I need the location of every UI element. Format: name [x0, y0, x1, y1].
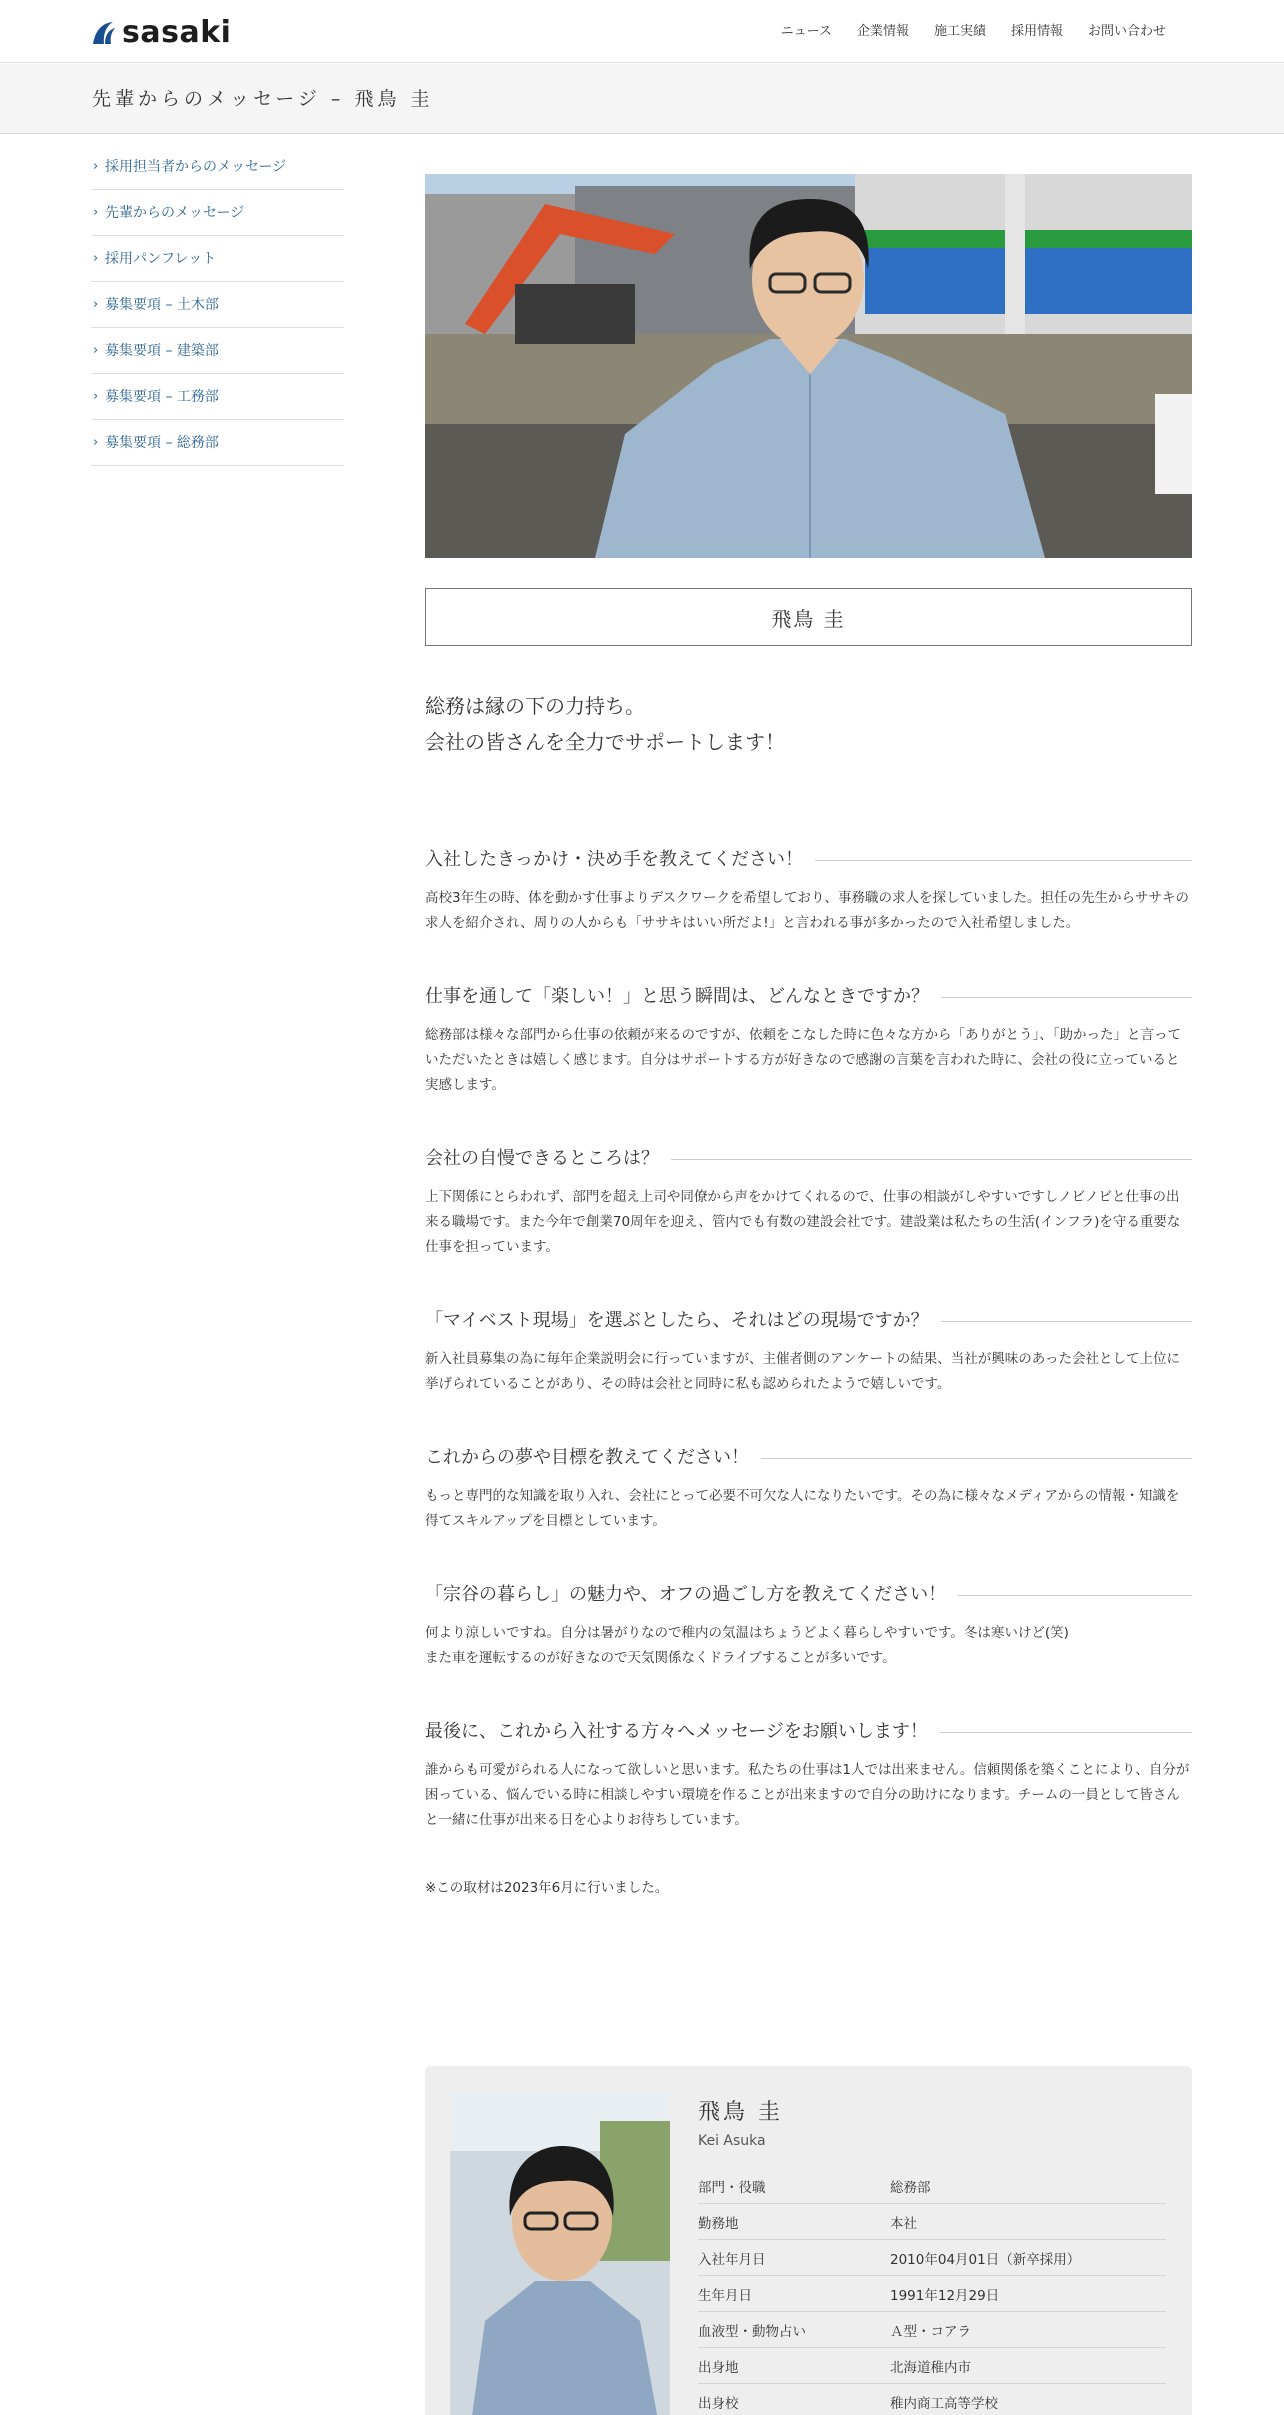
sidebar: [91, 144, 344, 466]
name-box: 飛鳥 圭: [425, 588, 1192, 646]
chevron-right-icon: ›: [93, 435, 99, 450]
sidebar-item-architecture[interactable]: [91, 328, 344, 374]
wave-logo-icon: [91, 20, 117, 46]
sidebar-item-senior-message[interactable]: [91, 190, 344, 236]
answer-text: [425, 1621, 1192, 1671]
profile-row: [698, 2312, 1166, 2348]
heading-rule: [761, 1458, 1192, 1459]
catch-line-2: 会社の皆さんを全力でサポートします！: [425, 730, 785, 754]
profile-value: 本社: [890, 2215, 917, 2232]
sidebar-item-pamphlet[interactable]: [91, 236, 344, 282]
sidebar-item-label: 採用パンフレット: [105, 251, 217, 267]
question-text: 会社の自慢できるところは？: [425, 1148, 659, 1169]
profile-row: [698, 2384, 1166, 2415]
heading-rule: [941, 1321, 1192, 1322]
sidebar-item-recruiter-message[interactable]: [91, 144, 344, 190]
heading-rule: [940, 1732, 1192, 1733]
qa-block: [425, 1146, 1192, 1260]
chevron-right-icon: ›: [93, 251, 99, 266]
page-title-band: [0, 64, 1284, 134]
logo[interactable]: [91, 16, 231, 50]
profile-card: [425, 2066, 1192, 2415]
profile-row: [698, 2168, 1166, 2204]
profile-value: 2010年04月01日（新卒採用）: [890, 2251, 1081, 2268]
profile-key: 生年月日: [698, 2287, 752, 2304]
nav-contact[interactable]: お問い合わせ: [1087, 24, 1166, 39]
logo-text: sasaki: [122, 15, 232, 50]
qa-block: [425, 984, 1192, 1098]
answer-text: 誰からも可愛がられる人になって欲しいと思います。私たちの仕事は1人では出来ません。信頼関係を築くことにより、自分が困っている、悩んでいる時に相談しやすい環境を作ることが出来ますので自分の助けになります。チームの一員として皆さんと一緒に仕事が出来る日を心よりお待ちしています。: [425, 1762, 1190, 1828]
hero-photo: [425, 174, 1192, 558]
profile-value: Ａ型・コアラ: [890, 2323, 971, 2340]
answer-text: もっと専門的な知識を取り入れ、会社にとって必要不可欠な人になりたいです。その為に様々なメディアからの情報・知識を得てスキルアップを目標としています。: [425, 1488, 1180, 1529]
answer-text: 総務部は様々な部門から仕事の依頼が来るのですが、依頼をこなした時に色々な方から「ありがとう」、「助かった」と言っていただいたときは嬉しく感じます。自分はサポートする方が好きなので感謝の言葉を言われた時に、会社の役に立っていると実感します。: [425, 1027, 1181, 1093]
profile-name: 飛鳥 圭: [698, 2100, 783, 2125]
question-heading: [425, 1146, 1192, 1172]
profile-row: [698, 2348, 1166, 2384]
profile-key: 血液型・動物占い: [698, 2323, 806, 2340]
site-header: [0, 0, 1284, 63]
profile-row: [698, 2276, 1166, 2312]
answer-text: 高校3年生の時、体を動かす仕事よりデスクワークを希望しており、事務職の求人を探していました。担任の先生からササキの求人を紹介され、周りの人からも「ササキはいい所だよ!」と言われる事が多かったので入社希望しました。: [425, 890, 1190, 931]
question-heading: [425, 1445, 1192, 1471]
profile-photo: [450, 2091, 670, 2415]
profile-key: 入社年月日: [698, 2251, 766, 2268]
sidebar-item-label: 募集要項 – 総務部: [105, 435, 219, 451]
nav-news[interactable]: ニュース: [780, 24, 832, 39]
question-text: 最後に、これから入社する方々へメッセージをお願いします！: [425, 1721, 928, 1742]
answer-line: また車を運転するのが好きなので天気関係なくドライブすることが多いです。: [425, 1650, 896, 1666]
question-heading: [425, 847, 1192, 873]
nav-company[interactable]: 企業情報: [856, 24, 909, 39]
question-heading: [425, 1582, 1192, 1608]
profile-value: 北海道稚内市: [890, 2359, 971, 2376]
sidebar-item-label: 採用担当者からのメッセージ: [105, 159, 287, 175]
chevron-right-icon: ›: [93, 159, 99, 174]
profile-row: [698, 2204, 1166, 2240]
qa-block: [425, 847, 1192, 936]
profile-key: 部門・役職: [698, 2179, 766, 2196]
answer-text: 新入社員募集の為に毎年企業説明会に行っていますが、主催者側のアンケートの結果、当社が興味のあった会社として上位に挙げられていることがあり、その時は会社と同時に私も認められたようで嬉しいです。: [425, 1351, 1181, 1392]
sidebar-item-label: 募集要項 – 工務部: [105, 389, 219, 405]
catch-copy: [425, 688, 1192, 760]
question-heading: [425, 1719, 1192, 1745]
profile-key: 勤務地: [698, 2215, 739, 2232]
chevron-right-icon: ›: [93, 389, 99, 404]
qa-block: [425, 1308, 1192, 1397]
main-content: [425, 174, 1192, 1899]
question-text: 仕事を通して「楽しい！」と思う瞬間は、どんなときですか？: [425, 986, 929, 1007]
profile-value: 1991年12月29日: [890, 2287, 1000, 2304]
global-nav: [756, 22, 1166, 42]
question-text: 「宗谷の暮らし」の魅力や、オフの過ごし方を教えてください！: [425, 1584, 947, 1605]
catch-line-1: 総務は縁の下の力持ち。: [425, 694, 645, 718]
sidebar-item-civil[interactable]: [91, 282, 344, 328]
profile-row: [698, 2240, 1166, 2276]
chevron-right-icon: ›: [93, 205, 99, 220]
profile-value: 稚内商工高等学校: [890, 2395, 998, 2412]
nav-recruit[interactable]: 採用情報: [1010, 24, 1063, 39]
question-text: 「マイベスト現場」を選ぶとしたら、それはどの現場ですか？: [425, 1310, 929, 1331]
heading-rule: [671, 1159, 1192, 1160]
question-text: 入社したきっかけ・決め手を教えてください！: [425, 849, 803, 870]
profile-table: [698, 2168, 1166, 2415]
interview-note: ※この取材は2023年6月に行いました。: [425, 1880, 669, 1896]
sidebar-item-construction[interactable]: [91, 374, 344, 420]
answer-line: 何より涼しいですね。自分は暑がりなので稚内の気温はちょうどよく暮らしやすいです。冬は寒いけど(笑): [425, 1625, 1069, 1641]
question-text: これからの夢や目標を教えてください！: [425, 1447, 749, 1468]
question-heading: [425, 1308, 1192, 1334]
answer-text: 上下関係にとらわれず、部門を超え上司や同僚から声をかけてくれるので、仕事の相談がしやすいですしノビノビと仕事の出来る職場です。また今年で創業70周年を迎え、管内でも有数の建設会社です。建設業は私たちの生活(インフラ)を守る重要な仕事を担っています。: [425, 1189, 1181, 1255]
sidebar-item-label: 募集要項 – 建築部: [105, 343, 219, 359]
profile-key: 出身地: [698, 2359, 739, 2376]
sidebar-item-label: 先輩からのメッセージ: [105, 205, 245, 221]
nav-works[interactable]: 施工実績: [933, 24, 986, 39]
qa-block: [425, 1445, 1192, 1534]
sidebar-item-label: 募集要項 – 土木部: [105, 297, 219, 313]
heading-rule: [815, 860, 1192, 861]
question-heading: [425, 984, 1192, 1010]
qa-block: [425, 1582, 1192, 1671]
chevron-right-icon: ›: [93, 343, 99, 358]
profile-key: 出身校: [698, 2395, 739, 2412]
chevron-right-icon: ›: [93, 297, 99, 312]
sidebar-item-general-affairs[interactable]: [91, 420, 344, 466]
heading-rule: [958, 1595, 1192, 1596]
heading-rule: [941, 997, 1192, 998]
qa-block: [425, 1719, 1192, 1833]
profile-value: 総務部: [890, 2179, 931, 2196]
page-title: 先輩からのメッセージ – 飛鳥 圭: [92, 88, 434, 110]
profile-name-en: Kei Asuka: [698, 2133, 766, 2149]
